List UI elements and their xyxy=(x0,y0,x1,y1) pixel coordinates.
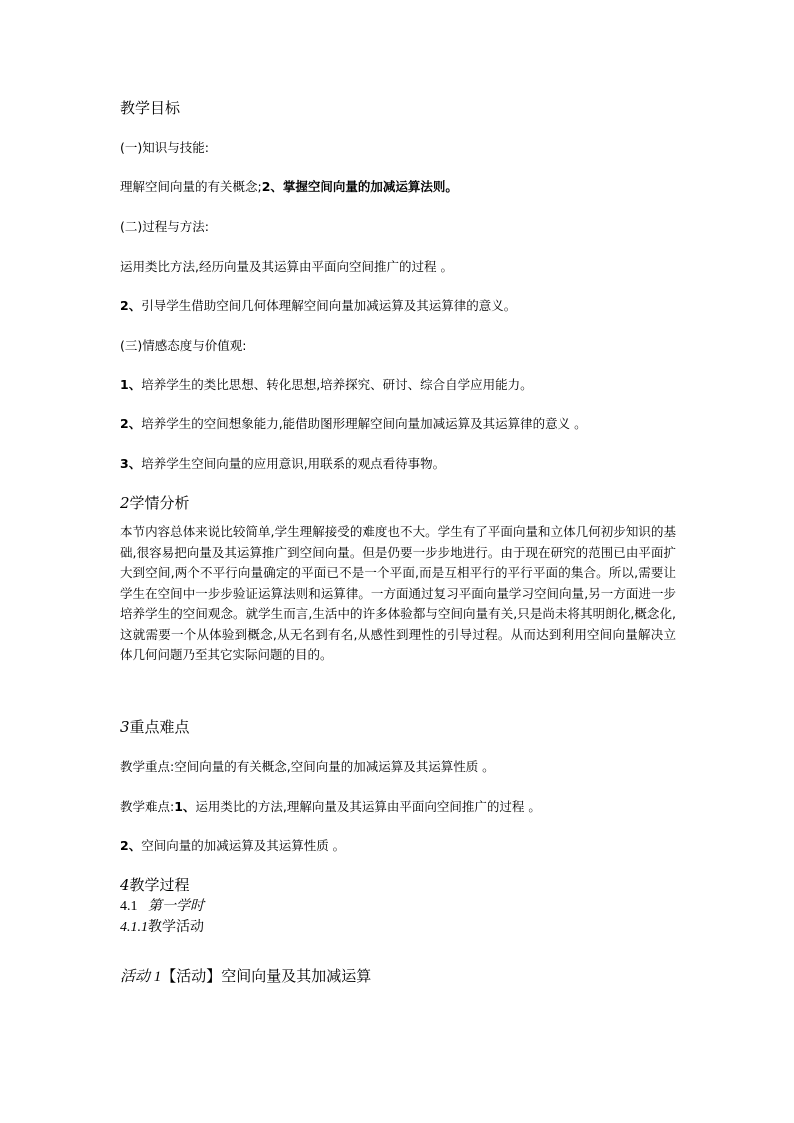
activity-label: 活动 1 xyxy=(120,969,162,985)
process-item-2-num: 2、 xyxy=(120,298,142,313)
key-points-number: 3 xyxy=(120,718,130,736)
emotion-item-1 xyxy=(120,375,533,393)
difficulty-line xyxy=(120,797,541,815)
emotion-item-num: 3、 xyxy=(120,456,142,471)
difficulty-item-2-num: 2、 xyxy=(120,838,142,853)
activity-tag: 【活动】 xyxy=(161,967,222,985)
knowledge-text xyxy=(120,177,458,195)
emotion-item-text: 培养学生的空间想象能力,能借助图形理解空间向量加减运算及其运算律的意义 。 xyxy=(141,416,587,431)
difficulty-item-2 xyxy=(120,836,345,854)
activities-title: 教学活动 xyxy=(148,919,204,935)
knowledge-text-a: 理解空间向量的有关概念; xyxy=(120,179,262,194)
activities-number: 4.1.1 xyxy=(120,920,148,935)
difficulty-label: 教学难点: xyxy=(120,799,175,814)
process-number: 4 xyxy=(120,876,130,894)
knowledge-text-b: 2、掌握空间向量的加减运算法则。 xyxy=(261,179,458,194)
key-point-text: 空间向量的有关概念,空间向量的加减运算及其运算性质 。 xyxy=(174,759,495,774)
analysis-heading xyxy=(120,492,190,513)
process-heading-title: 教学过程 xyxy=(129,876,190,894)
activity-title: 空间向量及其加减运算 xyxy=(221,967,372,985)
process-item-2-text: 引导学生借助空间几何体理解空间向量加减运算及其运算律的意义。 xyxy=(141,298,517,313)
emotion-title: (三)情感态度与价值观: xyxy=(120,338,247,353)
emotion-item-num: 2、 xyxy=(120,416,142,431)
key-point-label: 教学重点: xyxy=(120,759,175,774)
process-item-1: 运用类比方法,经历向量及其运算由平面向空间推广的过程 。 xyxy=(120,259,453,274)
emotion-item-2 xyxy=(120,414,587,432)
key-point-line xyxy=(120,757,495,775)
difficulty-item-2-text: 空间向量的加减运算及其运算性质 。 xyxy=(141,838,346,853)
lesson-title: 第一学时 xyxy=(147,899,204,914)
activities-subheading xyxy=(120,916,204,936)
lesson-subheading xyxy=(120,895,204,915)
analysis-paragraph: 本节内容总体来说比较简单,学生理解接受的难度也不大。学生有了平面向量和立体几何初步知识的基础,很容易把向量及其运算推广到空间向量。但是仍要一步步地进行。由于现在研究的范围已由平面扩大到空间,两个不平行向量确定的平面已不是一个平面,而是互相平行的平行平面的集合。所以,需要让学生在空间中一步步验证运算法则和运算律。一方面通过复习平面向量学习空间向量,另一方面进一步培养学生的空间观念。就学生而言,生活中的许多体验都与空间向量有关,只是尚未将其明朗化,概念化,这就需要一个从体验到概念,从无名到有名,从感性到理性的引导过程。从而达到利用空间向量解决立体几何问题乃至其它实际问题的目的。 xyxy=(120,524,676,662)
emotion-item-text: 培养学生的类比思想、转化思想,培养探究、研讨、综合自学应用能力。 xyxy=(141,377,533,392)
process-title: (二)过程与方法: xyxy=(120,219,209,234)
key-points-title: 重点难点 xyxy=(129,718,190,736)
emotion-item-3 xyxy=(120,454,445,472)
emotion-item-text: 培养学生空间向量的应用意识,用联系的观点看待事物。 xyxy=(141,456,446,471)
objectives-heading: 教学目标 xyxy=(120,99,181,117)
process-item-2 xyxy=(120,296,516,314)
process-heading xyxy=(120,874,190,895)
emotion-item-num: 1、 xyxy=(120,377,142,392)
activity-heading xyxy=(120,965,371,986)
difficulty-text: 运用类比的方法,理解向量及其运算由平面向空间推广的过程 。 xyxy=(195,799,541,814)
difficulty-num: 1、 xyxy=(174,799,196,814)
key-points-heading xyxy=(120,716,190,737)
knowledge-title: (一)知识与技能: xyxy=(120,140,209,155)
lesson-number: 4.1 xyxy=(120,899,138,914)
analysis-number: 2 xyxy=(120,494,130,512)
analysis-title: 学情分析 xyxy=(129,494,190,512)
